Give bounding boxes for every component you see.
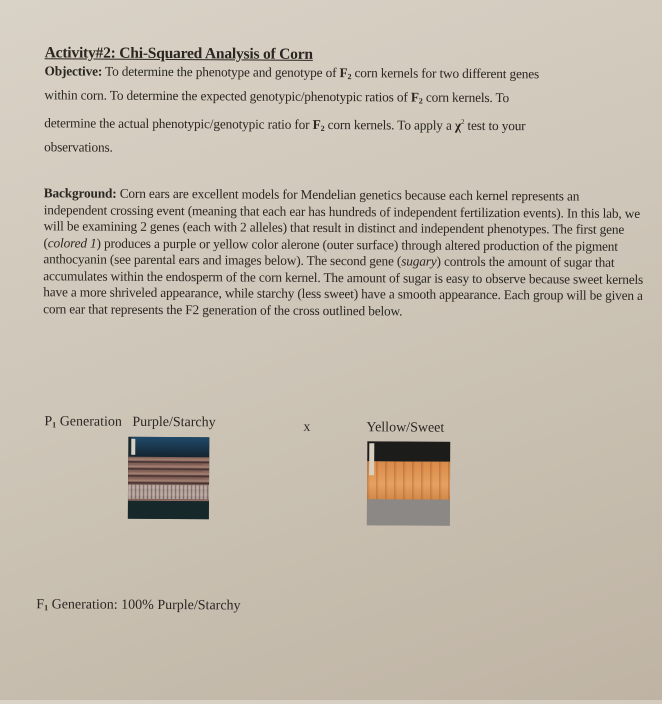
chi-symbol: χ (454, 117, 461, 133)
objective-text: corn kernels. To apply a (324, 116, 455, 133)
p1-generation-label (44, 414, 122, 430)
objective-paragraph (44, 61, 635, 161)
f2-subscript: 2 (347, 72, 352, 82)
objective-text: test to your (464, 117, 526, 134)
p1-subscript: 1 (52, 420, 57, 430)
background-text: ) controls the amount of sugar that accumulates within the endosperm of the corn kernel. The amount of sugar is easy to observe because sweet kernels have a more shriveled appearance, while starchy (less sweet) have a smooth appearance. Each group will be given a corn ear that represents the F2 generation of the cross outlined below. (43, 253, 644, 318)
objective-text: corn kernels. To (422, 89, 510, 106)
cross-symbol: x (303, 419, 311, 435)
f-symbol: F (410, 89, 419, 105)
objective-label: Objective: (44, 63, 103, 79)
gene1-name: colored 1 (47, 234, 97, 251)
f2-subscript: 2 (418, 96, 423, 106)
background-text: ) produces a purple or yellow color alerone (outer surface) through altered production of the pigment anthocyanin (see parental ears and images below). The second gene ( (43, 235, 618, 269)
f1-subscript: 1 (44, 603, 49, 613)
objective-text: corn kernels for two different genes (351, 65, 540, 82)
gene2-name: sugary (401, 253, 437, 269)
parent2-label: Yellow/Sweet (366, 420, 445, 436)
yellow-sweet-corn-image (367, 441, 451, 526)
p-letter: P (44, 414, 53, 430)
background-label: Background: (43, 185, 117, 201)
chi-superscript: 2 (460, 117, 465, 126)
objective-text: observations. (44, 139, 113, 155)
background-paragraph (43, 185, 644, 321)
parent1-label: Purple/Starchy (132, 414, 216, 431)
objective-text: To determine the phenotype and genotype of (105, 63, 340, 81)
purple-starchy-corn-image (128, 437, 209, 519)
f-symbol: F (312, 116, 321, 132)
objective-text: determine the actual phenotypic/genotypic ratio for (44, 115, 313, 132)
generation-text: Generation (56, 414, 122, 430)
f2-subscript: 2 (320, 123, 325, 133)
objective-text: within corn. To determine the expected genotypic/phenotypic ratios of (44, 87, 411, 105)
f1-generation-text: Generation: 100% Purple/Starchy (48, 597, 241, 614)
f-symbol: F (339, 65, 348, 81)
f1-generation-label (36, 597, 240, 614)
background-text: Corn ears are excellent models for Mendelian genetics because each kernel represents an independent crossing event (meaning that each ear has hundreds of independent fertilization events). In this lab, we will be examining 2 genes (each with 2 alleles) that result in distinct and independent phenotypes. The first gene ( (43, 185, 641, 250)
activity-title: Activity#2: Chi-Squared Analysis of Corn (44, 44, 313, 63)
f-letter: F (36, 597, 45, 613)
